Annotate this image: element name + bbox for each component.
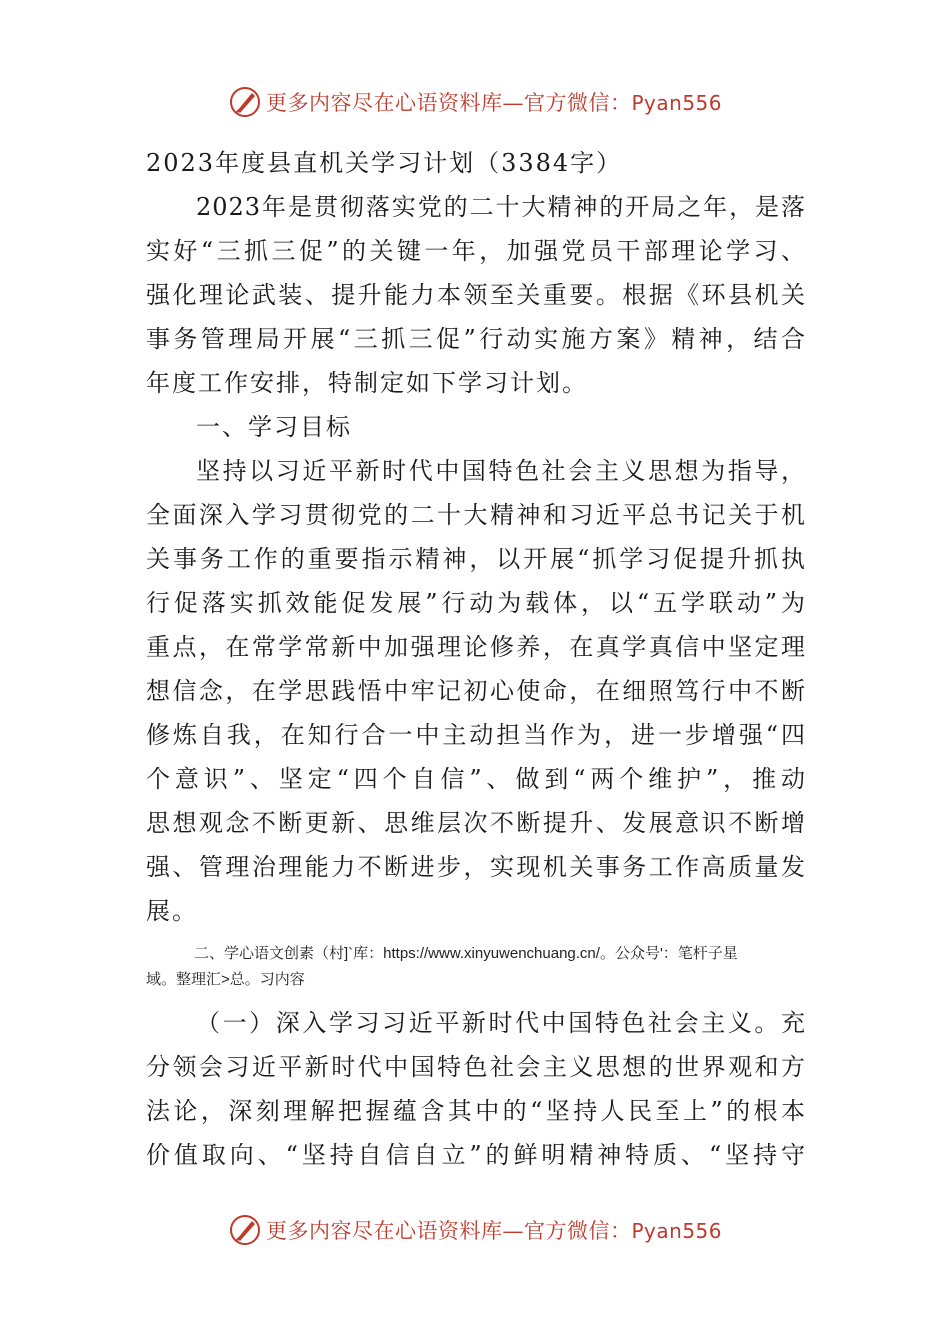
intro-line: 事务管理局开展“三抓三促”行动实施方案》精神，结合	[146, 325, 806, 353]
section1-line: 思想观念不断更新、思维层次不断提升、发展意识不断增	[146, 809, 806, 837]
banner-text: 更多内容尽在心语资料库—官方微信：Pyan556	[265, 1219, 722, 1243]
section1-line: 个意识”、坚定“四个自信”、做到“两个维护”，推动	[146, 765, 806, 793]
intro-line: 实好“三抓三促”的关键一年，加强党员干部理论学习、	[146, 237, 806, 265]
section1-line: 展。	[146, 897, 198, 925]
subsection-line: 价值取向、“坚持自信自立”的鲜明精神特质、“坚持守	[146, 1141, 806, 1169]
section1-line: 行促落实抓效能促发展”行动为载体，以“五学联动”为	[146, 589, 806, 617]
section1-line: 重点，在常学常新中加强理论修养，在真学真信中坚定理	[146, 633, 806, 661]
intro-line: 强化理论武装、提升能力本领至关重要。根据《环县机关	[146, 281, 806, 309]
subsection-line: 法论，深刻理解把握蕴含其中的“坚持人民至上”的根本	[146, 1097, 806, 1125]
section1-line: 坚持以习近平新时代中国特色社会主义思想为指导，	[196, 457, 806, 485]
intro-line: 年度工作安排，特制定如下学习计划。	[146, 369, 588, 397]
section1-line: 关事务工作的重要指示精神，以开展“抓学习促提升抓执	[146, 545, 806, 573]
banner-text: 更多内容尽在心语资料库—官方微信：Pyan556	[265, 91, 722, 115]
wechat-id: Pyan556	[631, 91, 722, 115]
subsection-line: 分领会习近平新时代中国特色社会主义思想的世界观和方	[146, 1053, 806, 1081]
section1-line: 修炼自我，在知行合一中主动担当作为，进一步增强“四	[146, 721, 806, 749]
header-watermark-banner	[0, 82, 950, 122]
section1-line: 全面深入学习贯彻党的二十大精神和习近平总书记关于机	[146, 501, 806, 529]
quill-logo-icon	[228, 85, 262, 119]
subsection-line: （一）深入学习习近平新时代中国特色社会主义。充	[196, 1009, 806, 1037]
document-body	[146, 141, 806, 1177]
wechat-id: Pyan556	[631, 1219, 722, 1243]
footer-watermark-banner	[0, 1210, 950, 1250]
section1-line: 强、管理治理能力不断进步，实现机关事务工作高质量发	[146, 853, 806, 881]
quill-logo-icon	[228, 1213, 262, 1247]
section-heading: 一、学习目标	[196, 413, 352, 441]
section2-heading-line: 域。整理汇>总。习内容	[146, 971, 305, 988]
document-title: 2023年度县直机关学习计划（3384字）	[146, 149, 623, 177]
section2-heading-line: 二、学心语文创素（村]`库：https://www.xinyuwenchuang.cn/。公众号'：笔杆子星	[194, 945, 738, 962]
section1-line: 想信念，在学思践悟中牢记初心使命，在细照笃行中不断	[146, 677, 806, 705]
intro-line: 2023年是贯彻落实党的二十大精神的开局之年，是落	[196, 193, 806, 221]
